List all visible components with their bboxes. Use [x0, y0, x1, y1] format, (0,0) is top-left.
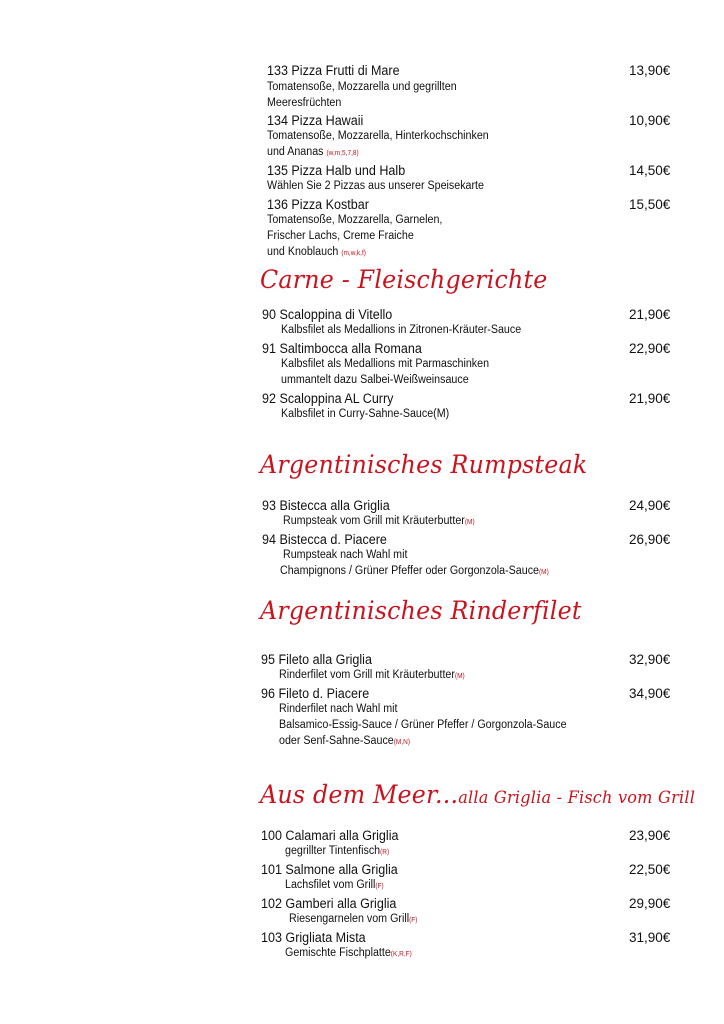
- item-price: 21,90€: [629, 391, 671, 406]
- item-price: 15,50€: [629, 197, 671, 212]
- item-name: 93 Bistecca alla Griglia: [262, 498, 390, 513]
- allergen-code: (M): [454, 673, 465, 680]
- item-description: Rinderfilet vom Grill mit Kräuterbutter(M): [279, 669, 465, 681]
- item-description: Tomatensoße, Mozzarella und gegrillten: [267, 81, 457, 93]
- item-price: 34,90€: [629, 686, 671, 701]
- section-heading-rinderfilet: Argentinisches Rinderfilet: [260, 596, 582, 625]
- item-name: 90 Scaloppina di Vitello: [262, 307, 393, 322]
- allergen-code: (M): [539, 569, 549, 576]
- item-description: Meeresfrüchten: [267, 97, 342, 109]
- item-description: Kalbsfilet als Medallions in Zitronen-Kräuter-Sauce: [281, 324, 522, 336]
- item-price: 22,50€: [629, 862, 671, 877]
- item-name: 103 Grigliata Mista: [261, 930, 366, 945]
- item-description: Lachsfilet vom Grill(F): [285, 879, 384, 891]
- item-name: 102 Gamberi alla Griglia: [261, 896, 397, 911]
- item-price: 29,90€: [629, 896, 671, 911]
- item-description: Kalbsfilet in Curry-Sahne-Sauce(M): [281, 408, 450, 420]
- item-description: Champignons / Grüner Pfeffer oder Gorgonzola-Sauce(M): [280, 565, 549, 577]
- item-name: 91 Saltimbocca alla Romana: [262, 341, 422, 356]
- item-description: Balsamico-Essig-Sauce / Grüner Pfeffer / Gorgonzola-Sauce: [279, 719, 567, 731]
- section-heading-rumpsteak: Argentinisches Rumpsteak: [260, 450, 588, 479]
- item-price: 10,90€: [629, 113, 671, 128]
- allergen-code: (M,N): [393, 739, 411, 746]
- item-description: Frischer Lachs, Creme Fraiche: [267, 230, 414, 242]
- item-price: 22,90€: [629, 341, 671, 356]
- item-description: Kalbsfilet als Medallions mit Parmaschinken: [281, 358, 490, 370]
- item-description: ummantelt dazu Salbei-Weißweinsauce: [281, 374, 469, 386]
- item-name: 133 Pizza Frutti di Mare: [267, 63, 400, 78]
- item-description: und Knoblauch (m,w,k,f): [267, 246, 366, 258]
- item-name: 95 Fileto alla Griglia: [261, 652, 372, 667]
- item-description: Gemischte Fischplatte(K,R,F): [285, 947, 412, 959]
- allergen-code: (m,w,k,f): [341, 250, 366, 257]
- item-description: oder Senf-Sahne-Sauce(M,N): [279, 735, 411, 747]
- allergen-code: (K,R,F): [390, 951, 412, 958]
- section-heading-carne: Carne - Fleischgerichte: [260, 265, 548, 294]
- item-name: 134 Pizza Hawaii: [267, 113, 364, 128]
- item-price: 32,90€: [629, 652, 671, 667]
- item-name: 100 Calamari alla Griglia: [261, 828, 399, 843]
- item-description: Tomatensoße, Mozzarella, Hinterkochschinken: [267, 130, 489, 142]
- item-description: gegrillter Tintenfisch(R): [285, 845, 390, 857]
- item-name: 92 Scaloppina AL Curry: [262, 391, 394, 406]
- item-name: 136 Pizza Kostbar: [267, 197, 369, 212]
- item-name: 94 Bistecca d. Piacere: [262, 532, 387, 547]
- item-description: Riesengarnelen vom Grill(F): [289, 913, 418, 925]
- allergen-code: (M): [464, 519, 475, 526]
- item-price: 13,90€: [629, 63, 671, 78]
- item-price: 21,90€: [629, 307, 671, 322]
- item-price: 14,50€: [629, 163, 671, 178]
- item-description: und Ananas (w,m,5,7,8): [267, 146, 359, 158]
- item-price: 24,90€: [629, 498, 671, 513]
- item-description: Rumpsteak vom Grill mit Kräuterbutter(M): [283, 515, 475, 527]
- allergen-code: (w,m,5,7,8): [326, 150, 359, 157]
- item-description: Wählen Sie 2 Pizzas aus unserer Speisekarte: [267, 180, 484, 192]
- allergen-code: (R): [380, 849, 390, 856]
- allergen-code: (F): [409, 917, 418, 924]
- item-description: Rinderfilet nach Wahl mit: [279, 703, 398, 715]
- item-name: 96 Fileto d. Piacere: [261, 686, 370, 701]
- item-price: 26,90€: [629, 532, 671, 547]
- item-name: 101 Salmone alla Griglia: [261, 862, 398, 877]
- item-price: 23,90€: [629, 828, 671, 843]
- item-description: Rumpsteak nach Wahl mit: [283, 549, 408, 561]
- item-name: 135 Pizza Halb und Halb: [267, 163, 406, 178]
- allergen-code: (F): [375, 883, 384, 890]
- item-price: 31,90€: [629, 930, 671, 945]
- section-heading-meer: Aus dem Meer...alla Griglia - Fisch vom Grill: [260, 780, 696, 809]
- item-description: Tomatensoße, Mozzarella, Garnelen,: [267, 214, 443, 226]
